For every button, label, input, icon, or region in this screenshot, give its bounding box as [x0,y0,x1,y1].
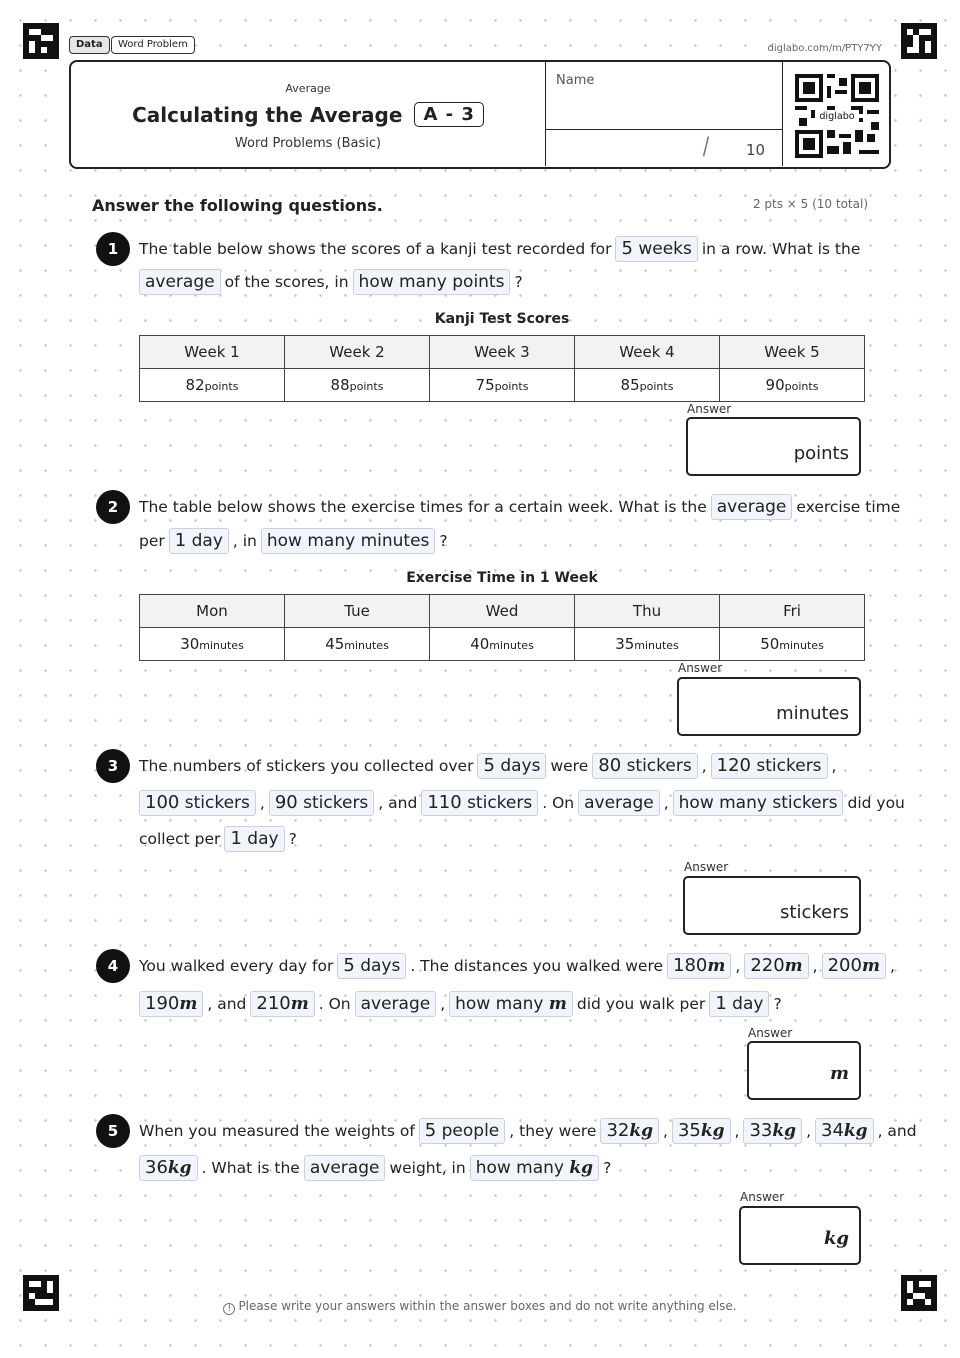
question-4-line-1: You walked every day for 5 days . The distances you walked were 180m , 220m , 200m , [139,953,895,979]
q3-highlight-average: average [578,790,660,816]
q2-table [139,594,865,661]
qr-code-box [782,62,890,166]
q4-value-5: 210m [250,991,314,1017]
corner-marker-top-right [901,23,937,59]
q1-table [139,335,865,402]
q5-text: , they were [509,1122,597,1140]
page-url: diglabo.com/m/PTY7YY [767,43,882,54]
q4-highlight-days: 5 days [337,953,406,979]
q5-highlight-people: 5 people [419,1118,505,1144]
title-block [71,62,545,166]
q4-answer-unit: m [829,1063,849,1084]
q5-text: weight, in [389,1159,466,1177]
page-title: Calculating the Average [132,102,403,127]
footer-note [0,1299,960,1315]
q4-text: . On [318,995,351,1013]
q2-header-cell: Fri [720,595,865,628]
q2-text: exercise time [796,498,901,516]
info-icon: ! [223,1303,235,1315]
q2-value-cell: 45minutes [285,628,430,661]
q3-highlight-days: 5 days [477,753,546,779]
q1-answer-unit: points [793,443,849,464]
question-3-line-1: The numbers of stickers you collected over 5 days were 80 stickers , 120 stickers , [139,753,836,779]
q1-value-cell: 85points [575,369,720,402]
q2-text: ? [439,532,448,550]
q2-header-cell: Mon [140,595,285,628]
q4-value-1: 180m [667,953,731,979]
q1-highlight-weeks: 5 weeks [615,236,697,262]
q3-value-5: 110 stickers [421,790,538,816]
q3-text: The numbers of stickers you collected over [139,757,474,775]
q1-header-cell: Week 2 [285,336,430,369]
question-1-line-1 [139,236,860,262]
q1-text: The table below shows the scores of a kanji test recorded for [139,240,612,258]
q1-value-cell: 82points [140,369,285,402]
q3-text: were [550,757,589,775]
q5-answer-label: Answer [740,1190,785,1204]
q4-value-2: 220m [744,953,808,979]
q4-highlight-day: 1 day [709,991,769,1017]
q2-value-cell: 50minutes [720,628,865,661]
q3-answer-box[interactable] [683,876,861,935]
q2-value-cell: 35minutes [575,628,720,661]
q2-text: per [139,532,165,550]
q4-highlight-how-many-m: how many m [449,991,573,1017]
q1-highlight-average: average [139,269,221,295]
question-4-line-2: 190m , and 210m . On average , how many m did you walk per 1 day ? [139,991,782,1017]
q2-answer-box[interactable] [677,677,861,736]
q2-answer-unit: minutes [776,703,849,724]
q4-text: . The distances you walked were [410,957,664,975]
q2-text: , in [232,532,257,550]
q4-highlight-average: average [355,991,437,1017]
q4-text: did you walk per [576,995,706,1013]
q2-answer-label: Answer [678,661,723,675]
q2-value-cell: 40minutes [430,628,575,661]
question-1-number: 1 [96,232,130,266]
score-slash: / [702,132,710,160]
q1-header-cell: Week 1 [140,336,285,369]
corner-marker-top-left [23,23,59,59]
worksheet-code: A - 3 [414,102,483,127]
q2-highlight-day: 1 day [169,528,229,554]
q1-value-cell: 90points [720,369,865,402]
worksheet-header [69,60,891,169]
q3-highlight-day: 1 day [224,826,284,852]
q2-header-cell: Tue [285,595,430,628]
question-3-line-3 [139,826,297,852]
q2-value-cell: 30minutes [140,628,285,661]
q3-text: ? [288,830,297,848]
q2-header-cell: Wed [430,595,575,628]
q3-answer-unit: stickers [780,902,849,923]
question-5-line-1: When you measured the weights of 5 people , they were 32kg , 35kg , 33kg , 34kg , and [139,1118,917,1144]
score-total: 10 [746,141,766,159]
q3-answer-label: Answer [684,860,729,874]
q5-value-1: 32kg [600,1118,659,1144]
q1-value-cell: 75points [430,369,575,402]
q1-text: ? [514,273,523,291]
q4-text: ? [773,995,782,1013]
q4-value-4: 190m [139,991,203,1017]
score-field[interactable] [546,129,783,166]
q1-header-cell: Week 3 [430,336,575,369]
q3-value-3: 100 stickers [139,790,256,816]
tag-word-problem: Word Problem [111,36,195,54]
question-3-number: 3 [96,749,130,783]
q1-answer-label: Answer [687,402,732,416]
q5-value-5: 36kg [139,1155,198,1181]
q3-text: collect per [139,830,221,848]
question-5-line-2 [139,1155,611,1181]
q5-text: ? [603,1159,612,1177]
q5-answer-unit: kg [823,1228,849,1249]
q5-answer-box[interactable] [739,1206,861,1265]
q1-header-cell: Week 4 [575,336,720,369]
q4-answer-label: Answer [748,1026,793,1040]
instructions: Answer the following questions. [92,196,383,215]
q2-table-caption: Exercise Time in 1 Week [406,570,598,586]
q2-header-cell: Thu [575,595,720,628]
q2-text: The table below shows the exercise times for a certain week. What is the [139,498,707,516]
tag-data: Data [69,36,110,54]
q5-text: . What is the [201,1159,300,1177]
q1-header-cell: Week 5 [720,336,865,369]
q3-value-1: 80 stickers [592,753,697,779]
q3-text: did you [847,794,905,812]
question-2-line-2 [139,528,448,554]
q1-text: in a row. What is the [701,240,861,258]
q3-text: . On [542,794,575,812]
question-2-line-1 [139,494,900,520]
points-info: 2 pts × 5 (10 total) [752,197,868,211]
q5-value-2: 35kg [672,1118,731,1144]
q3-value-2: 120 stickers [711,753,828,779]
question-5-number: 5 [96,1114,130,1148]
q2-highlight-average: average [711,494,793,520]
q3-value-4: 90 stickers [269,790,374,816]
name-label: Name [556,73,595,88]
q1-table-caption: Kanji Test Scores [434,311,570,327]
q1-value-cell: 88points [285,369,430,402]
q2-highlight-how-many-minutes: how many minutes [261,528,436,554]
qr-label: diglabo [819,111,855,123]
q5-value-4: 34kg [815,1118,874,1144]
q4-value-3: 200m [822,953,886,979]
q5-text: When you measured the weights of [139,1122,415,1140]
question-2-number: 2 [96,490,130,524]
q5-highlight-average: average [304,1155,386,1181]
footer-text: Please write your answers within the answer boxes and do not write anything else. [238,1299,737,1313]
q4-text: You walked every day for [139,957,334,975]
question-3-line-2: 100 stickers , 90 stickers , and 110 stickers . On average , how many stickers did you [139,790,905,816]
q3-highlight-how-many-stickers: how many stickers [673,790,844,816]
page-subtitle: Word Problems (Basic) [234,136,382,151]
title-row [71,102,545,127]
q1-answer-box[interactable] [686,417,861,476]
subject: Average [285,82,331,95]
question-4-number: 4 [96,949,130,983]
question-1-line-2 [139,269,523,295]
q1-highlight-how-many-points: how many points [353,269,511,295]
name-field[interactable] [545,62,782,166]
qr-code-icon [795,74,879,158]
q1-text: of the scores, in [224,273,349,291]
q5-highlight-how-many-kg: how many kg [470,1155,599,1181]
q5-value-3: 33kg [743,1118,802,1144]
q4-answer-box[interactable] [747,1041,861,1100]
